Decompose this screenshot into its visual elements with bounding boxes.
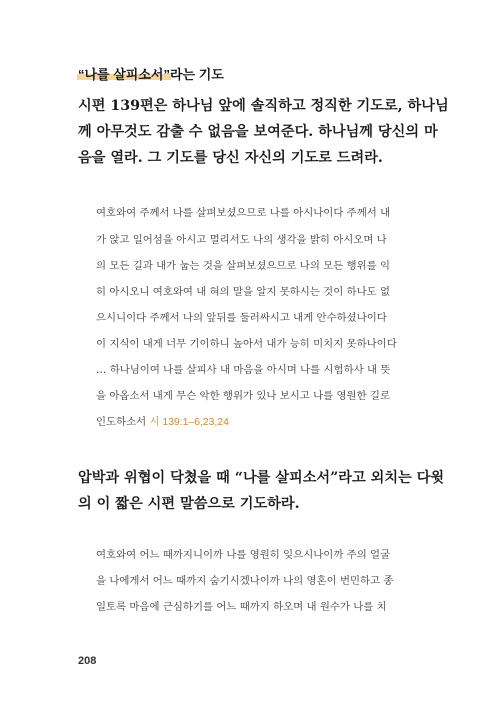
psalm-line-8: 을 아옵소서 내게 무슨 악한 행위가 있나 보시고 나를 영원한 길로: [96, 390, 390, 402]
intro-line-1: 시편 139편은 하나님 앞에 솔직하고 정직한 기도로, 하나님: [78, 98, 449, 114]
psalm-line-2: 가 앉고 일어섬을 아시고 멀리서도 나의 생각을 밝히 아시오며 나: [96, 234, 387, 246]
section-title-highlight: “나를 살피소서”: [78, 67, 170, 82]
intro-line-3: 음을 열라. 그 기도를 당신 자신의 기도로 드려라.: [78, 150, 383, 166]
psalm-line-1: 여호와여 주께서 나를 살펴보셨으므로 나를 아시나이다 주께서 내: [96, 207, 391, 219]
psalm-reference: 시 139:1–6,23,24: [149, 417, 229, 428]
psalm-line-7: … 하나님이여 나를 살피사 내 마음을 아시며 나를 시험하사 내 뜻: [96, 364, 391, 376]
page-number: 208: [78, 655, 97, 667]
psalm-line-4: 히 아시오니 여호와여 내 혀의 말을 알지 못하시는 것이 하나도 없: [96, 286, 390, 298]
section-title: [78, 66, 224, 84]
psalm-line-3: 의 모든 길과 내가 눕는 것을 살펴보셨으므로 나의 모든 행위를 익: [96, 260, 390, 272]
psalm-line-5: 으시니이다 주께서 나의 앞뒤를 둘러싸시고 내게 안수하셨나이다: [96, 312, 387, 324]
section-title-rest: 라는 기도: [169, 67, 224, 82]
closing-line-1: 압박과 위협이 닥쳤을 때 “나를 살피소서”라고 외치는 다윗: [78, 470, 445, 486]
psalm2-line-1: 여호와여 어느 때까지니이까 나를 영원히 잊으시나이까 주의 얼굴: [96, 549, 391, 561]
psalm-last-text: 인도하소서: [96, 416, 147, 428]
psalm2-line-2: 을 나에게서 어느 때까지 숨기시겠나이까 나의 영혼이 번민하고 종: [96, 575, 394, 587]
psalm2-line-3: 일토록 마음에 근심하기를 어느 때까지 하오며 내 원수가 나를 치: [96, 601, 387, 613]
psalm-line-9: [96, 414, 229, 431]
closing-line-2: 의 이 짧은 시편 말씀으로 기도하라.: [78, 496, 300, 512]
psalm-line-6: 이 지식이 내게 너무 기이하니 높아서 내가 능히 미치지 못하나이다: [96, 338, 397, 350]
intro-line-2: 께 아무것도 감출 수 없음을 보여준다. 하나님께 당신의 마: [78, 124, 438, 140]
